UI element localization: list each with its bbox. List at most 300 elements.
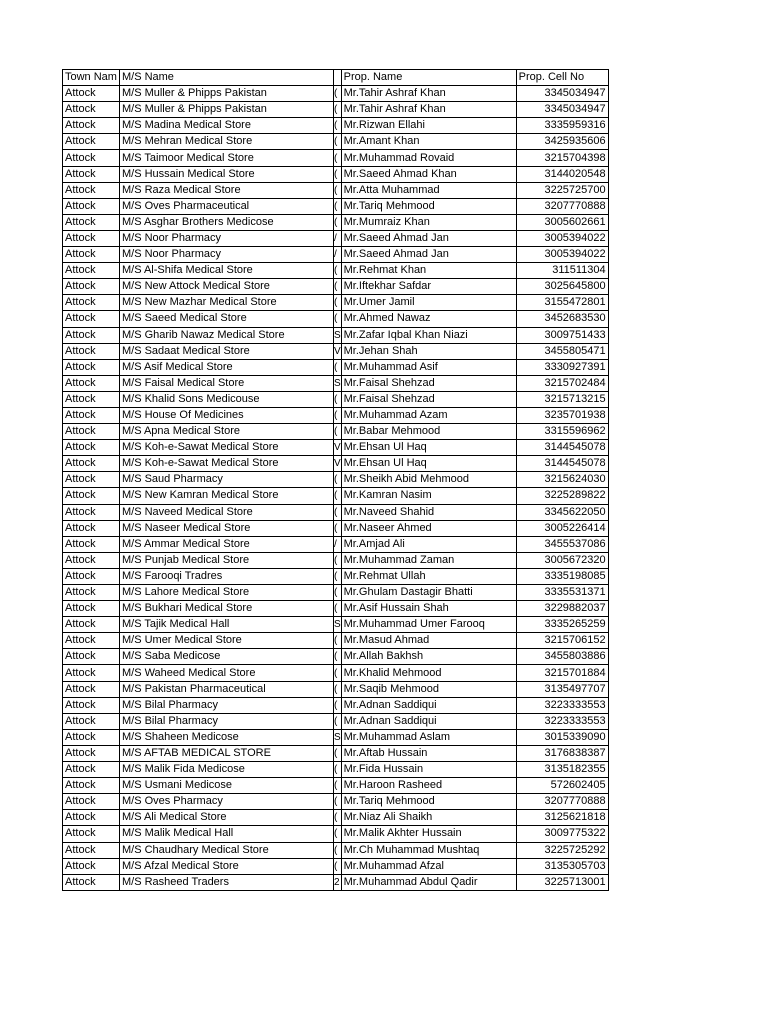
cell-ms-name[interactable]: M/S House Of Medicines — [119, 407, 333, 423]
cell-ms-name[interactable]: M/S Afzal Medical Store — [119, 858, 333, 874]
cell-town[interactable]: Attock — [63, 472, 120, 488]
cell-prop-cell[interactable]: 3176838387 — [516, 745, 608, 761]
table-row — [63, 681, 609, 697]
cell-prop-name[interactable]: Mr.Asif Hussain Shah — [341, 601, 516, 617]
cell-extra[interactable]: ( — [333, 118, 341, 134]
cell-prop-cell[interactable]: 3025645800 — [516, 279, 608, 295]
table-row — [63, 536, 609, 552]
table-row — [63, 166, 609, 182]
cell-extra[interactable]: ( — [333, 214, 341, 230]
cell-prop-name[interactable]: Mr.Saeed Ahmad Jan — [341, 247, 516, 263]
cell-town[interactable]: Attock — [63, 279, 120, 295]
cell-extra[interactable]: ( — [333, 182, 341, 198]
cell-prop-name[interactable]: Mr.Ehsan Ul Haq — [341, 440, 516, 456]
cell-town[interactable]: Attock — [63, 745, 120, 761]
cell-town[interactable]: Attock — [63, 118, 120, 134]
cell-ms-name[interactable]: M/S Muller & Phipps Pakistan — [119, 102, 333, 118]
cell-prop-cell[interactable]: 3009751433 — [516, 327, 608, 343]
cell-prop-cell[interactable]: 3330927391 — [516, 359, 608, 375]
cell-prop-name[interactable]: Mr.Muhammad Aslam — [341, 729, 516, 745]
cell-prop-cell[interactable]: 3005602661 — [516, 214, 608, 230]
cell-prop-name[interactable]: Mr.Allah Bakhsh — [341, 649, 516, 665]
cell-ms-name[interactable]: M/S Malik Medical Hall — [119, 826, 333, 842]
cell-extra[interactable]: ( — [333, 858, 341, 874]
cell-town[interactable]: Attock — [63, 391, 120, 407]
table-row — [63, 424, 609, 440]
table-row — [63, 86, 609, 102]
cell-ms-name[interactable]: M/S Rasheed Traders — [119, 874, 333, 890]
table-row — [63, 713, 609, 729]
cell-extra[interactable]: ( — [333, 810, 341, 826]
table-row — [63, 247, 609, 263]
cell-ms-name[interactable]: M/S Saeed Medical Store — [119, 311, 333, 327]
cell-prop-name[interactable]: Mr.Khalid Mehmood — [341, 665, 516, 681]
cell-prop-name[interactable]: Mr.Fida Hussain — [341, 762, 516, 778]
cell-prop-name[interactable]: Mr.Ch Muhammad Mushtaq — [341, 842, 516, 858]
cell-prop-cell[interactable]: 572602405 — [516, 778, 608, 794]
table-row — [63, 552, 609, 568]
cell-ms-name[interactable]: M/S Koh-e-Sawat Medical Store — [119, 440, 333, 456]
cell-ms-name[interactable]: M/S Faisal Medical Store — [119, 375, 333, 391]
table-row — [63, 794, 609, 810]
table-row — [63, 311, 609, 327]
cell-extra[interactable]: ( — [333, 633, 341, 649]
table-row — [63, 327, 609, 343]
cell-prop-cell[interactable]: 3235701938 — [516, 407, 608, 423]
cell-prop-cell[interactable]: 3225725700 — [516, 182, 608, 198]
cell-extra[interactable]: ( — [333, 713, 341, 729]
cell-ms-name[interactable]: M/S Malik Fida Medicose — [119, 762, 333, 778]
cell-prop-cell[interactable]: 3207770888 — [516, 794, 608, 810]
cell-town[interactable]: Attock — [63, 713, 120, 729]
table-row — [63, 279, 609, 295]
cell-town[interactable]: Attock — [63, 794, 120, 810]
cell-ms-name[interactable]: M/S Sadaat Medical Store — [119, 343, 333, 359]
cell-extra[interactable]: ( — [333, 745, 341, 761]
cell-town[interactable]: Attock — [63, 874, 120, 890]
cell-extra[interactable]: V — [333, 456, 341, 472]
cell-town[interactable]: Attock — [63, 504, 120, 520]
cell-extra[interactable]: ( — [333, 134, 341, 150]
cell-ms-name[interactable]: M/S Al-Shifa Medical Store — [119, 263, 333, 279]
cell-ms-name[interactable]: M/S Pakistan Pharmaceutical — [119, 681, 333, 697]
cell-prop-name[interactable]: Mr.Haroon Rasheed — [341, 778, 516, 794]
cell-prop-cell[interactable]: 3425935606 — [516, 134, 608, 150]
table-row — [63, 488, 609, 504]
cell-ms-name[interactable]: M/S Oves Pharmaceutical — [119, 198, 333, 214]
cell-town[interactable]: Attock — [63, 649, 120, 665]
cell-town[interactable]: Attock — [63, 150, 120, 166]
cell-ms-name[interactable]: M/S AFTAB MEDICAL STORE — [119, 745, 333, 761]
table-row — [63, 182, 609, 198]
cell-ms-name[interactable]: M/S Asghar Brothers Medicose — [119, 214, 333, 230]
cell-prop-name[interactable]: Mr.Muhammad Umer Farooq — [341, 617, 516, 633]
cell-extra[interactable]: ( — [333, 568, 341, 584]
cell-prop-cell[interactable]: 3015339090 — [516, 729, 608, 745]
table-row — [63, 697, 609, 713]
table-row — [63, 375, 609, 391]
cell-prop-cell[interactable]: 311511304 — [516, 263, 608, 279]
cell-ms-name[interactable]: M/S Oves Pharmacy — [119, 794, 333, 810]
cell-extra[interactable]: ( — [333, 86, 341, 102]
cell-town[interactable]: Attock — [63, 407, 120, 423]
cell-prop-cell[interactable]: 3144545078 — [516, 440, 608, 456]
cell-ms-name[interactable]: M/S Gharib Nawaz Medical Store — [119, 327, 333, 343]
cell-prop-name[interactable]: Mr.Atta Muhammad — [341, 182, 516, 198]
table-row — [63, 778, 609, 794]
cell-prop-name[interactable]: Mr.Jehan Shah — [341, 343, 516, 359]
table-row — [63, 230, 609, 246]
cell-town[interactable]: Attock — [63, 778, 120, 794]
table-row — [63, 198, 609, 214]
header-prop-name[interactable]: Prop. Name — [341, 70, 516, 86]
cell-extra[interactable]: ( — [333, 359, 341, 375]
cell-ms-name[interactable]: M/S Saba Medicose — [119, 649, 333, 665]
cell-prop-cell[interactable]: 3135182355 — [516, 762, 608, 778]
cell-prop-name[interactable]: Mr.Babar Mehmood — [341, 424, 516, 440]
cell-extra[interactable]: V — [333, 343, 341, 359]
cell-extra[interactable]: ( — [333, 407, 341, 423]
cell-extra[interactable]: S — [333, 375, 341, 391]
cell-town[interactable]: Attock — [63, 166, 120, 182]
table-row — [63, 633, 609, 649]
cell-ms-name[interactable]: M/S Muller & Phipps Pakistan — [119, 86, 333, 102]
cell-ms-name[interactable]: M/S Hussain Medical Store — [119, 166, 333, 182]
header-prop-cell[interactable]: Prop. Cell No — [516, 70, 608, 86]
cell-extra[interactable]: ( — [333, 279, 341, 295]
cell-prop-cell[interactable]: 3005226414 — [516, 520, 608, 536]
cell-ms-name[interactable]: M/S Noor Pharmacy — [119, 230, 333, 246]
table-row — [63, 520, 609, 536]
cell-prop-name[interactable]: Mr.Tahir Ashraf Khan — [341, 102, 516, 118]
cell-prop-cell[interactable]: 3225289822 — [516, 488, 608, 504]
cell-prop-name[interactable]: Mr.Amant Khan — [341, 134, 516, 150]
cell-extra[interactable]: / — [333, 247, 341, 263]
cell-town[interactable]: Attock — [63, 585, 120, 601]
table-row — [63, 810, 609, 826]
cell-prop-cell[interactable]: 3215624030 — [516, 472, 608, 488]
cell-town[interactable]: Attock — [63, 826, 120, 842]
cell-prop-cell[interactable]: 3155472801 — [516, 295, 608, 311]
header-extra[interactable] — [333, 70, 341, 86]
cell-prop-name[interactable]: Mr.Muhammad Afzal — [341, 858, 516, 874]
cell-town[interactable]: Attock — [63, 858, 120, 874]
cell-extra[interactable]: ( — [333, 552, 341, 568]
cell-prop-cell[interactable]: 3452683530 — [516, 311, 608, 327]
cell-ms-name[interactable]: M/S Shaheen Medicose — [119, 729, 333, 745]
cell-town[interactable]: Attock — [63, 729, 120, 745]
cell-town[interactable]: Attock — [63, 536, 120, 552]
cell-ms-name[interactable]: M/S Saud Pharmacy — [119, 472, 333, 488]
cell-prop-name[interactable]: Mr.Naveed Shahid — [341, 504, 516, 520]
cell-prop-name[interactable]: Mr.Saeed Ahmad Jan — [341, 230, 516, 246]
cell-extra[interactable]: ( — [333, 472, 341, 488]
cell-ms-name[interactable]: M/S Usmani Medicose — [119, 778, 333, 794]
cell-prop-name[interactable]: Mr.Saqib Mehmood — [341, 681, 516, 697]
table-row — [63, 456, 609, 472]
cell-ms-name[interactable]: M/S Umer Medical Store — [119, 633, 333, 649]
cell-town[interactable]: Attock — [63, 295, 120, 311]
cell-town[interactable]: Attock — [63, 842, 120, 858]
cell-extra[interactable]: 2 — [333, 874, 341, 890]
cell-prop-name[interactable]: Mr.Masud Ahmad — [341, 633, 516, 649]
cell-extra[interactable]: ( — [333, 649, 341, 665]
cell-ms-name[interactable]: M/S Waheed Medical Store — [119, 665, 333, 681]
cell-prop-cell[interactable]: 3207770888 — [516, 198, 608, 214]
cell-prop-cell[interactable]: 3315596962 — [516, 424, 608, 440]
cell-extra[interactable]: ( — [333, 295, 341, 311]
cell-prop-name[interactable]: Mr.Adnan Saddiqui — [341, 697, 516, 713]
cell-prop-name[interactable]: Mr.Niaz Ali Shaikh — [341, 810, 516, 826]
cell-town[interactable]: Attock — [63, 456, 120, 472]
cell-extra[interactable]: ( — [333, 150, 341, 166]
cell-town[interactable]: Attock — [63, 617, 120, 633]
cell-extra[interactable]: ( — [333, 697, 341, 713]
cell-extra[interactable]: ( — [333, 263, 341, 279]
cell-town[interactable]: Attock — [63, 182, 120, 198]
cell-prop-name[interactable]: Mr.Adnan Saddiqui — [341, 713, 516, 729]
cell-ms-name[interactable]: M/S Punjab Medical Store — [119, 552, 333, 568]
cell-extra[interactable]: ( — [333, 794, 341, 810]
cell-town[interactable]: Attock — [63, 601, 120, 617]
cell-prop-name[interactable]: Mr.Malik Akhter Hussain — [341, 826, 516, 842]
table-row — [63, 617, 609, 633]
header-town[interactable]: Town Nam — [63, 70, 120, 86]
cell-prop-cell[interactable]: 3215706152 — [516, 633, 608, 649]
cell-prop-name[interactable]: Mr.Ehsan Ul Haq — [341, 456, 516, 472]
table-row — [63, 134, 609, 150]
cell-extra[interactable]: ( — [333, 311, 341, 327]
table-row — [63, 858, 609, 874]
cell-prop-cell[interactable]: 3229882037 — [516, 601, 608, 617]
cell-prop-name[interactable]: Mr.Faisal Shehzad — [341, 375, 516, 391]
cell-extra[interactable]: ( — [333, 102, 341, 118]
cell-prop-cell[interactable]: 3009775322 — [516, 826, 608, 842]
cell-prop-cell[interactable]: 3225725292 — [516, 842, 608, 858]
cell-town[interactable]: Attock — [63, 343, 120, 359]
table-row — [63, 391, 609, 407]
cell-town[interactable]: Attock — [63, 552, 120, 568]
cell-town[interactable]: Attock — [63, 681, 120, 697]
cell-prop-cell[interactable]: 3215701884 — [516, 665, 608, 681]
table-row — [63, 118, 609, 134]
cell-prop-name[interactable]: Mr.Rehmat Ullah — [341, 568, 516, 584]
cell-ms-name[interactable]: M/S Madina Medical Store — [119, 118, 333, 134]
cell-ms-name[interactable]: M/S New Kamran Medical Store — [119, 488, 333, 504]
cell-town[interactable]: Attock — [63, 665, 120, 681]
cell-town[interactable]: Attock — [63, 762, 120, 778]
cell-extra[interactable]: ( — [333, 391, 341, 407]
table-row — [63, 874, 609, 890]
cell-prop-name[interactable]: Mr.Amjad Ali — [341, 536, 516, 552]
cell-town[interactable]: Attock — [63, 424, 120, 440]
cell-extra[interactable]: ( — [333, 488, 341, 504]
table-row — [63, 440, 609, 456]
cell-prop-name[interactable]: Mr.Mumraiz Khan — [341, 214, 516, 230]
table-row — [63, 343, 609, 359]
cell-town[interactable]: Attock — [63, 375, 120, 391]
cell-ms-name[interactable]: M/S Ali Medical Store — [119, 810, 333, 826]
cell-prop-cell[interactable]: 3135305703 — [516, 858, 608, 874]
cell-prop-name[interactable]: Mr.Sheikh Abid Mehmood — [341, 472, 516, 488]
header-ms-name[interactable]: M/S Name — [119, 70, 333, 86]
cell-ms-name[interactable]: M/S Ammar Medical Store — [119, 536, 333, 552]
table-row — [63, 295, 609, 311]
cell-prop-cell[interactable]: 3125621818 — [516, 810, 608, 826]
cell-prop-cell[interactable]: 3335198085 — [516, 568, 608, 584]
cell-prop-name[interactable]: Mr.Zafar Iqbal Khan Niazi — [341, 327, 516, 343]
cell-prop-name[interactable]: Mr.Faisal Shehzad — [341, 391, 516, 407]
table-row — [63, 585, 609, 601]
cell-town[interactable]: Attock — [63, 359, 120, 375]
cell-ms-name[interactable]: M/S Tajik Medical Hall — [119, 617, 333, 633]
cell-ms-name[interactable]: M/S Bilal Pharmacy — [119, 697, 333, 713]
cell-prop-cell[interactable]: 3215704398 — [516, 150, 608, 166]
cell-prop-name[interactable]: Mr.Iftekhar Safdar — [341, 279, 516, 295]
cell-prop-name[interactable]: Mr.Tahir Ashraf Khan — [341, 86, 516, 102]
cell-ms-name[interactable]: M/S Farooqi Tradres — [119, 568, 333, 584]
cell-ms-name[interactable]: M/S Naveed Medical Store — [119, 504, 333, 520]
table-row — [63, 826, 609, 842]
cell-ms-name[interactable]: M/S Apna Medical Store — [119, 424, 333, 440]
cell-prop-name[interactable]: Mr.Muhammad Abdul Qadir — [341, 874, 516, 890]
cell-prop-name[interactable]: Mr.Saeed Ahmad Khan — [341, 166, 516, 182]
cell-prop-cell[interactable]: 3225713001 — [516, 874, 608, 890]
cell-extra[interactable]: ( — [333, 762, 341, 778]
cell-prop-cell[interactable]: 3215713215 — [516, 391, 608, 407]
cell-town[interactable]: Attock — [63, 134, 120, 150]
table-row — [63, 263, 609, 279]
cell-ms-name[interactable]: M/S New Mazhar Medical Store — [119, 295, 333, 311]
cell-extra[interactable]: ( — [333, 842, 341, 858]
cell-extra[interactable]: ( — [333, 198, 341, 214]
cell-extra[interactable]: ( — [333, 504, 341, 520]
cell-prop-name[interactable]: Mr.Ahmed Nawaz — [341, 311, 516, 327]
table-row — [63, 745, 609, 761]
cell-prop-cell[interactable]: 3345034947 — [516, 102, 608, 118]
cell-ms-name[interactable]: M/S Taimoor Medical Store — [119, 150, 333, 166]
cell-town[interactable]: Attock — [63, 440, 120, 456]
cell-prop-name[interactable]: Mr.Rizwan Ellahi — [341, 118, 516, 134]
cell-prop-cell[interactable]: 3345622050 — [516, 504, 608, 520]
table-row — [63, 842, 609, 858]
cell-town[interactable]: Attock — [63, 810, 120, 826]
cell-prop-cell[interactable]: 3144020548 — [516, 166, 608, 182]
cell-prop-name[interactable]: Mr.Naseer Ahmed — [341, 520, 516, 536]
cell-prop-name[interactable]: Mr.Tariq Mehmood — [341, 198, 516, 214]
cell-ms-name[interactable]: M/S Lahore Medical Store — [119, 585, 333, 601]
cell-prop-cell[interactable]: 3005394022 — [516, 247, 608, 263]
cell-prop-name[interactable]: Mr.Muhammad Azam — [341, 407, 516, 423]
cell-town[interactable]: Attock — [63, 311, 120, 327]
cell-prop-name[interactable]: Mr.Umer Jamil — [341, 295, 516, 311]
cell-extra[interactable]: V — [333, 440, 341, 456]
cell-prop-name[interactable]: Mr.Tariq Mehmood — [341, 794, 516, 810]
cell-prop-cell[interactable]: 3215702484 — [516, 375, 608, 391]
cell-prop-name[interactable]: Mr.Muhammad Zaman — [341, 552, 516, 568]
cell-prop-cell[interactable]: 3135497707 — [516, 681, 608, 697]
cell-ms-name[interactable]: M/S Koh-e-Sawat Medical Store — [119, 456, 333, 472]
table-row — [63, 102, 609, 118]
table-row — [63, 214, 609, 230]
cell-extra[interactable]: ( — [333, 601, 341, 617]
cell-prop-name[interactable]: Mr.Muhammad Asif — [341, 359, 516, 375]
cell-prop-cell[interactable]: 3223333553 — [516, 713, 608, 729]
cell-town[interactable]: Attock — [63, 247, 120, 263]
cell-prop-name[interactable]: Mr.Ghulam Dastagir Bhatti — [341, 585, 516, 601]
cell-town[interactable]: Attock — [63, 568, 120, 584]
cell-prop-cell[interactable]: 3335265259 — [516, 617, 608, 633]
cell-extra[interactable]: ( — [333, 520, 341, 536]
cell-extra[interactable]: S — [333, 729, 341, 745]
cell-town[interactable]: Attock — [63, 633, 120, 649]
cell-town[interactable]: Attock — [63, 488, 120, 504]
cell-ms-name[interactable]: M/S Asif Medical Store — [119, 359, 333, 375]
table-body — [63, 70, 609, 891]
cell-extra[interactable]: / — [333, 536, 341, 552]
cell-prop-cell[interactable]: 3144545078 — [516, 456, 608, 472]
table-row — [63, 407, 609, 423]
table-row — [63, 359, 609, 375]
cell-town[interactable]: Attock — [63, 198, 120, 214]
cell-extra[interactable]: ( — [333, 681, 341, 697]
cell-town[interactable]: Attock — [63, 327, 120, 343]
cell-prop-name[interactable]: Mr.Rehmat Khan — [341, 263, 516, 279]
cell-town[interactable]: Attock — [63, 214, 120, 230]
cell-prop-cell[interactable]: 3335531371 — [516, 585, 608, 601]
cell-extra[interactable]: ( — [333, 778, 341, 794]
cell-ms-name[interactable]: M/S Naseer Medical Store — [119, 520, 333, 536]
cell-ms-name[interactable]: M/S Raza Medical Store — [119, 182, 333, 198]
table-row — [63, 729, 609, 745]
cell-prop-name[interactable]: Mr.Kamran Nasim — [341, 488, 516, 504]
cell-prop-name[interactable]: Mr.Aftab Hussain — [341, 745, 516, 761]
cell-prop-cell[interactable]: 3455803886 — [516, 649, 608, 665]
cell-prop-cell[interactable]: 3455805471 — [516, 343, 608, 359]
cell-prop-cell[interactable]: 3005672320 — [516, 552, 608, 568]
cell-ms-name[interactable]: M/S New Attock Medical Store — [119, 279, 333, 295]
cell-ms-name[interactable]: M/S Mehran Medical Store — [119, 134, 333, 150]
cell-town[interactable]: Attock — [63, 230, 120, 246]
cell-prop-cell[interactable]: 3345034947 — [516, 86, 608, 102]
cell-extra[interactable]: S — [333, 617, 341, 633]
cell-ms-name[interactable]: M/S Bilal Pharmacy — [119, 713, 333, 729]
cell-prop-cell[interactable]: 3005394022 — [516, 230, 608, 246]
cell-ms-name[interactable]: M/S Noor Pharmacy — [119, 247, 333, 263]
cell-extra[interactable]: ( — [333, 665, 341, 681]
header-row — [63, 70, 609, 86]
cell-extra[interactable]: ( — [333, 166, 341, 182]
cell-town[interactable]: Attock — [63, 697, 120, 713]
cell-extra[interactable]: ( — [333, 585, 341, 601]
cell-prop-cell[interactable]: 3223333553 — [516, 697, 608, 713]
cell-town[interactable]: Attock — [63, 86, 120, 102]
medical-store-table — [62, 69, 609, 891]
cell-extra[interactable]: S — [333, 327, 341, 343]
cell-extra[interactable]: ( — [333, 424, 341, 440]
cell-prop-name[interactable]: Mr.Muhammad Rovaid — [341, 150, 516, 166]
cell-prop-cell[interactable]: 3335959316 — [516, 118, 608, 134]
cell-town[interactable]: Attock — [63, 102, 120, 118]
cell-extra[interactable]: ( — [333, 826, 341, 842]
cell-ms-name[interactable]: M/S Chaudhary Medical Store — [119, 842, 333, 858]
cell-prop-cell[interactable]: 3455537086 — [516, 536, 608, 552]
cell-extra[interactable]: / — [333, 230, 341, 246]
cell-ms-name[interactable]: M/S Bukhari Medical Store — [119, 601, 333, 617]
cell-town[interactable]: Attock — [63, 263, 120, 279]
cell-ms-name[interactable]: M/S Khalid Sons Medicouse — [119, 391, 333, 407]
cell-town[interactable]: Attock — [63, 520, 120, 536]
